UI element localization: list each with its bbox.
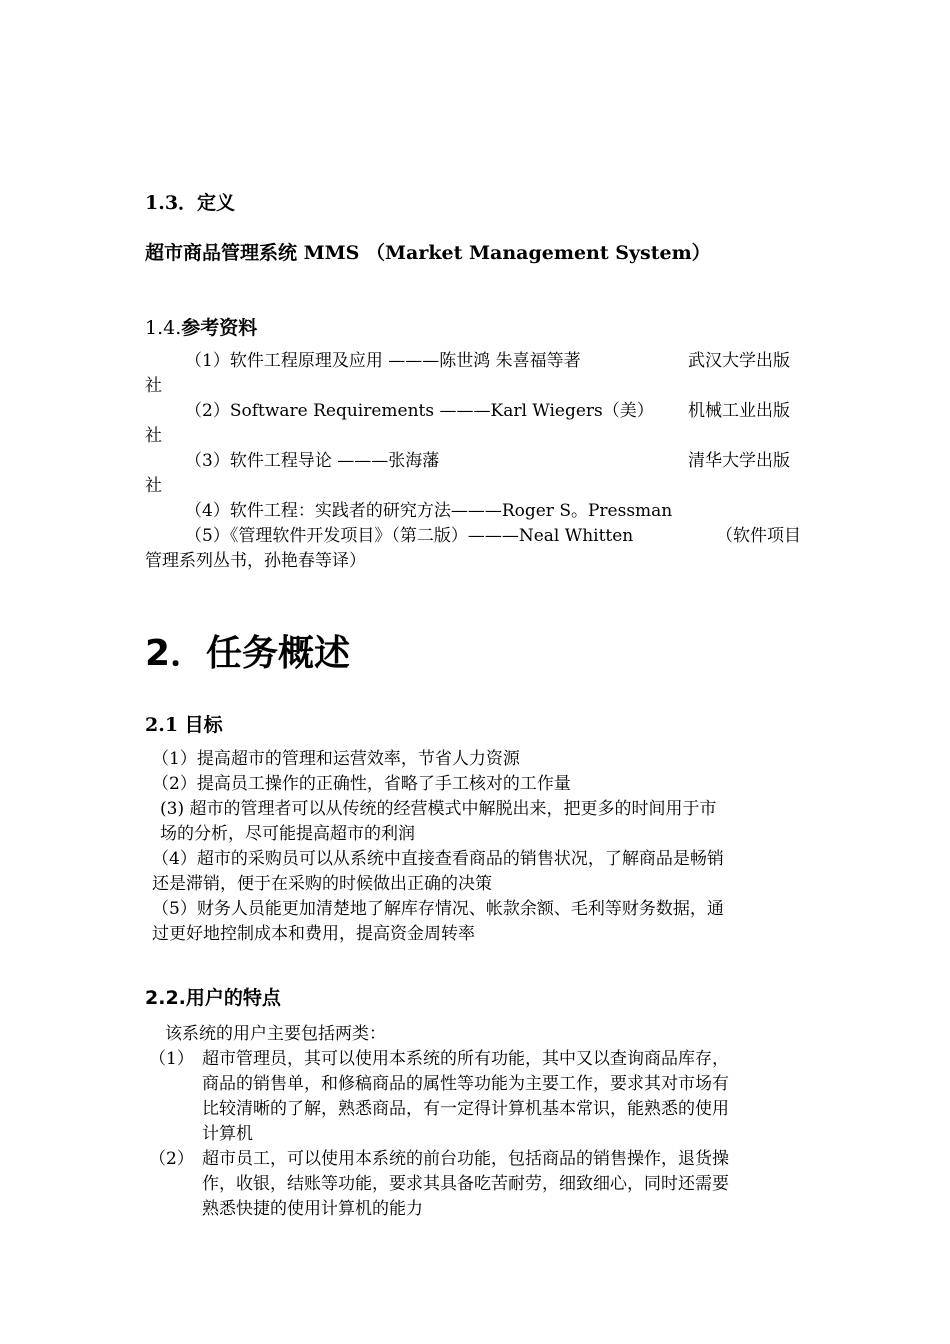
section-1-4-number: 1.4. bbox=[145, 317, 182, 339]
goal-4-line-2: 还是滞销，便于在采购的时候做出正确的决策 bbox=[152, 874, 492, 894]
reference-2-continued: 社 bbox=[145, 426, 162, 446]
user-1-line-4: 计算机 bbox=[202, 1124, 253, 1144]
reference-3-text: （3）软件工程导论 ———张海藩 bbox=[185, 451, 440, 471]
reference-5-text: （5）《管理软件开发项目》（第二版）———Neal Whitten bbox=[185, 526, 634, 546]
reference-1-publisher: 武汉大学出版 bbox=[688, 351, 790, 371]
goal-3-line-1: (3) 超市的管理者可以从传统的经营模式中解脱出来，把更多的时间用于市 bbox=[160, 799, 717, 819]
system-definition: 超市商品管理系统 MMS （Market Management System） bbox=[145, 242, 711, 264]
user-1-marker: （1） bbox=[149, 1049, 194, 1069]
user-1-line-2: 商品的销售单，和修稿商品的属性等功能为主要工作，要求其对市场有 bbox=[202, 1074, 729, 1094]
section-1-4-title: 参考资料 bbox=[181, 317, 258, 339]
section-2-2-number: 2.2. bbox=[145, 987, 186, 1009]
reference-3-publisher: 清华大学出版 bbox=[688, 451, 790, 471]
goal-5-line-1: （5）财务人员能更加清楚地了解库存情况、帐款余额、毛利等财务数据，通 bbox=[152, 899, 724, 919]
user-2-line-2: 作，收银，结账等功能，要求其具备吃苦耐劳，细致细心，同时还需要 bbox=[202, 1174, 729, 1194]
reference-2-publisher: 机械工业出版 bbox=[688, 401, 790, 421]
section-2-2-title: 用户的特点 bbox=[185, 987, 281, 1009]
reference-1-text: （1）软件工程原理及应用 ———陈世鸿 朱喜福等著 bbox=[185, 351, 581, 371]
reference-5-continued: 管理系列丛书，孙艳春等译） bbox=[145, 551, 366, 571]
user-2-marker: （2） bbox=[149, 1149, 194, 1169]
goal-3-line-2: 场的分析，尽可能提高超市的利润 bbox=[160, 824, 415, 844]
user-2-line-1: 超市员工，可以使用本系统的前台功能，包括商品的销售操作，退货操 bbox=[202, 1149, 729, 1169]
user-1-line-3: 比较清晰的了解，熟悉商品，有一定得计算机基本常识，能熟悉的使用 bbox=[202, 1099, 729, 1119]
goal-2: （2）提高员工操作的正确性，省略了手工核对的工作量 bbox=[152, 774, 571, 794]
chapter-2-title: 2．任务概述 bbox=[145, 633, 351, 674]
reference-2-text: （2）Software Requirements ———Karl Wiegers（美） bbox=[185, 401, 654, 421]
user-2-line-3: 熟悉快捷的使用计算机的能力 bbox=[202, 1199, 423, 1219]
section-1-4-heading bbox=[145, 313, 257, 340]
reference-1-continued: 社 bbox=[145, 376, 162, 396]
goal-1: （1）提高超市的管理和运营效率，节省人力资源 bbox=[152, 749, 520, 769]
users-intro: 该系统的用户主要包括两类： bbox=[165, 1024, 386, 1044]
section-2-1-heading: 2.1 目标 bbox=[145, 714, 223, 736]
reference-3-continued: 社 bbox=[145, 476, 162, 496]
goal-4-line-1: （4）超市的采购员可以从系统中直接查看商品的销售状况，了解商品是畅销 bbox=[152, 849, 724, 869]
section-1-3-heading: 1.3．定义 bbox=[145, 192, 236, 214]
user-1-line-1: 超市管理员，其可以使用本系统的所有功能，其中又以查询商品库存， bbox=[202, 1049, 729, 1069]
section-2-2-heading bbox=[145, 983, 281, 1010]
goal-5-line-2: 过更好地控制成本和费用，提高资金周转率 bbox=[152, 924, 475, 944]
reference-5-series: （软件项目 bbox=[716, 526, 801, 546]
reference-4-text: （4）软件工程：实践者的研究方法———Roger S。Pressman bbox=[185, 501, 673, 521]
